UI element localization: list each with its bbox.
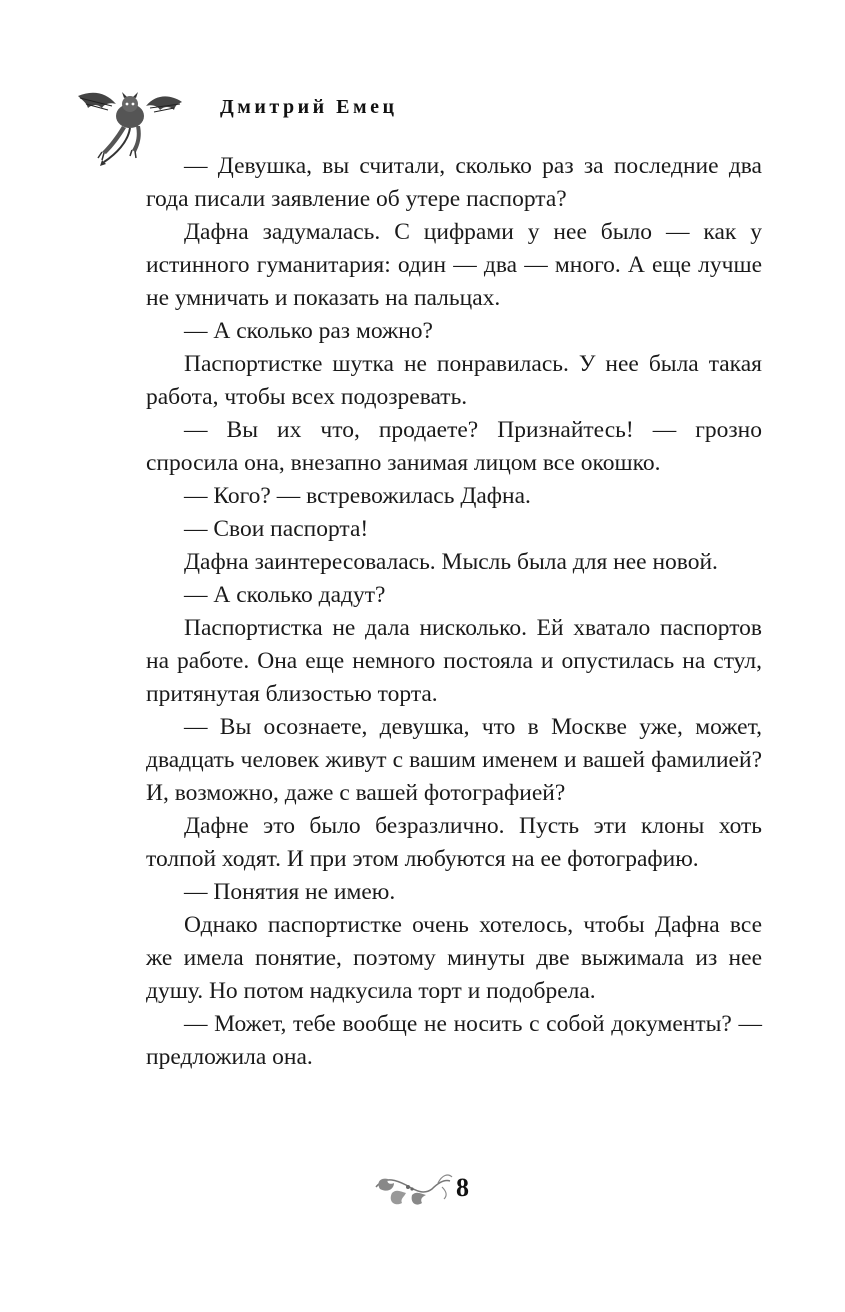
paragraph: Однако паспортистке очень хотелось, чтобы Дафна все же имела понятие, поэтому минуты две выжимала из нее душу. Но потом надкусила торт и подобрела. [146, 912, 762, 1004]
paragraph: — А сколько дадут? [184, 582, 386, 608]
paragraph: — Девушка, вы считали, сколько раз за последние два года писали заявление об утере паспорта? [146, 153, 762, 212]
paragraph: Паспортистке шутка не понравилась. У нее была такая работа, чтобы всех подозревать. [146, 351, 762, 410]
paragraph: Паспортистка не дала нисколько. Ей хватало паспортов на работе. Она еще немного постояла и опустилась на стул, притянутая близостью торта. [146, 615, 762, 707]
author-name: Дмитрий Емец [220, 96, 398, 118]
paragraph: Дафна заинтересовалась. Мысль была для нее новой. [184, 549, 718, 575]
paragraph: — Вы осознаете, девушка, что в Москве уже, может, двадцать человек живут с вашим именем и вашей фамилией? И, возможно, даже с вашей фотографией? [146, 714, 762, 806]
paragraph: Дафна задумалась. С цифрами у нее было — как у истинного гуманитария: один — два — много. А еще лучше не умничать и показать на пальцах. [146, 219, 762, 311]
paragraph: — А сколько раз можно? [184, 318, 433, 344]
paragraph: — Кого? — встревожилась Дафна. [184, 483, 531, 509]
paragraph: — Вы их что, продаете? Признайтесь! — грозно спросила она, внезапно занимая лицом все окошко. [146, 417, 762, 476]
paragraph: — Может, тебе вообще не носить с собой документы? — предложила она. [146, 1011, 762, 1070]
paragraph: — Понятия не имею. [184, 879, 396, 905]
paragraph: — Свои паспорта! [184, 516, 369, 542]
body-text [146, 150, 762, 1074]
paragraph: Дафне это было безразлично. Пусть эти клоны хоть толпой ходят. И при этом любуются на ее фотографию. [146, 813, 762, 872]
page-number: 8 [456, 1173, 469, 1202]
holly-branch-icon [372, 1165, 454, 1211]
page-footer [372, 1165, 492, 1215]
